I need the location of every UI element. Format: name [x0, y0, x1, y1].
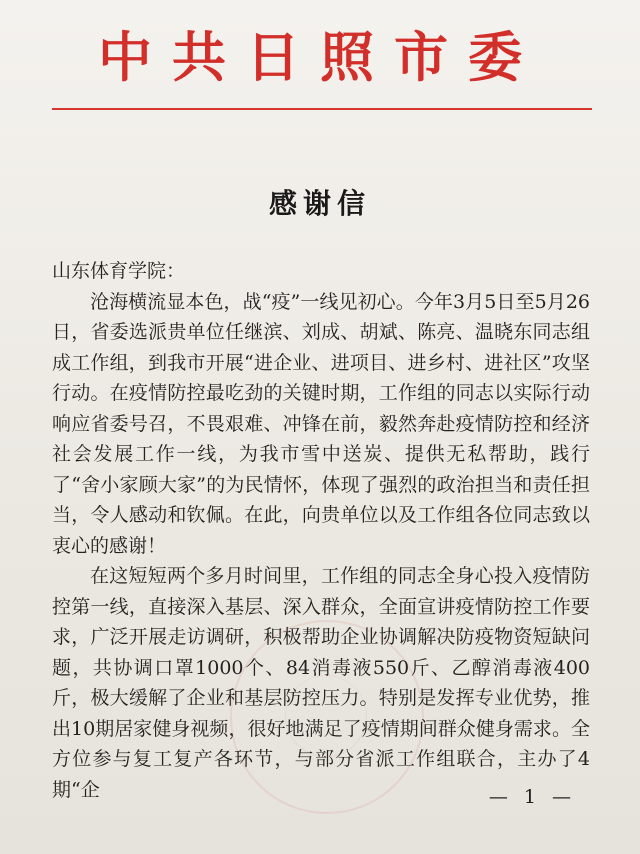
paragraph-1: 沧海横流显本色，战“疫”一线见初心。今年3月5日至5月26日，省委选派贵单位任继滨、刘成、胡斌、陈亮、温晓东同志组成工作组，到我市开展“进企业、进项目、进乡村、进社区”攻坚行动。在疫情防控最吃劲的关键时期，工作组的同志以实际行动响应省委号召，不畏艰难、冲锋在前，毅然奔赴疫情防控和经济社会发展工作一线，为我市雪中送炭、提供无私帮助，践行了“舍小家顾大家”的为民情怀，体现了强烈的政治担当和责任担当，令人感动和钦佩。在此，向贵单位以及工作组各位同志致以衷心的感谢！ [52, 290, 590, 557]
page-number: — 1 — [488, 786, 576, 808]
letter-body [52, 256, 590, 805]
paragraph-2: 在这短短两个多月时间里，工作组的同志全身心投入疫情防控第一线，直接深入基层、深入群众，全面宣讲疫情防控工作要求，广泛开展走访调研，积极帮助企业协调解决防疫物资短缺问题，共协调口罩1000个、84消毒液550斤、乙醇消毒液400斤，极大缓解了企业和基层防控压力。特别是发挥专业优势，推出10期居家健身视频，很好地满足了疫情期间群众健身需求。全方位参与复工复产各环节，与部分省派工作组联合，主办了4期“企 [52, 565, 590, 801]
salutation: 山东体育学院： [52, 260, 186, 282]
letter-title: 感谢信 [268, 187, 371, 220]
letterhead-org-name: 中共日照市委 [98, 25, 542, 89]
letterhead-red-rule [52, 108, 592, 110]
